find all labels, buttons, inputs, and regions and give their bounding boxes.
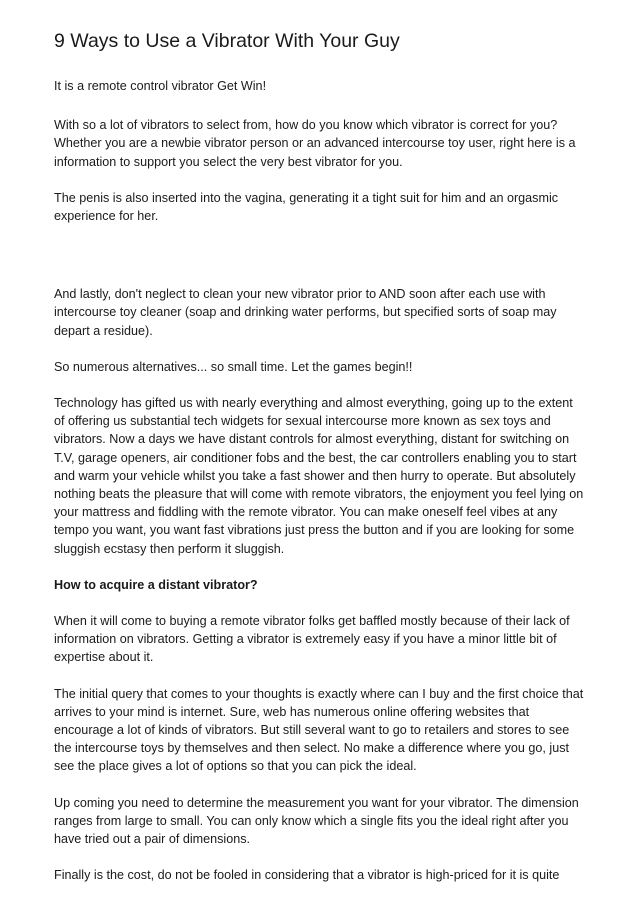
paragraph-fit: The penis is also inserted into the vagina, generating it a tight suit for him and an orgasmic experience for her. xyxy=(54,190,559,224)
section-heading: How to acquire a distant vibrator? xyxy=(54,577,258,592)
paragraph-intro: With so a lot of vibrators to select from, how do you know which vibrator is correct for you? Whether you are a newbie vibrator person or an advanced intercourse toy user, right here is a information to support you select the very best vibrator for you. xyxy=(54,118,576,169)
paragraph-technology: Technology has gifted us with nearly everything and almost everything, going up to the extent of offering us substantial tech widgets for sexual intercourse more known as sex toys and vibrators. Now a days we have distant controls for almost everything, distant for switching on T.V, garage openers, air conditioner fobs and the best, the car controllers enabling you to start and warm your vehicle whilst you take a fast shower and then hurry to operate. But absolutely nothing beats the pleasure that will come with remote vibrators, the enjoyment you feel lying on your mattress and fiddling with the remote vibrator. You can make oneself feel vibes at any tempo you want, you want fast vibrations just press the button and if you are looking for some sluggish ecstasy then perform it sluggish. xyxy=(54,396,584,556)
paragraph-cost: Finally is the cost, do not be fooled in considering that a vibrator is high-priced for it is quite xyxy=(54,868,560,883)
page-title: 9 Ways to Use a Vibrator With Your Guy xyxy=(54,30,400,52)
paragraph-alternatives: So numerous alternatives... so small time. Let the games begin!! xyxy=(54,359,413,374)
paragraph-where-to-buy: The initial query that comes to your thoughts is exactly where can I buy and the first choice that arrives to your mind is internet. Sure, web has numerous online offering websites that encourage a lot of kinds of vibrators. But still several want to go to retailers and stores to see the intercourse toys by themselves and then select. No make a difference where you go, just see the place gives a lot of options so that you can pick the ideal. xyxy=(54,686,584,774)
subtitle-line: It is a remote control vibrator Get Win! xyxy=(54,79,267,93)
paragraph-size: Up coming you need to determine the measurement you want for your vibrator. The dimension ranges from large to small. You can only know which a single fits you the ideal right after you have tried out a pair of dimensions. xyxy=(54,795,579,847)
paragraph-cleaning: And lastly, don't neglect to clean your new vibrator prior to AND soon after each use with intercourse toy cleaner (soap and drinking water performs, but specified sorts of soap may depart a residue). xyxy=(54,287,557,338)
document-page xyxy=(54,30,586,903)
paragraph-buying: When it will come to buying a remote vibrator folks get baffled mostly because of their lack of information on vibrators. Getting a vibrator is extremely easy if you have a minor little bit of expertise about it. xyxy=(54,614,570,665)
